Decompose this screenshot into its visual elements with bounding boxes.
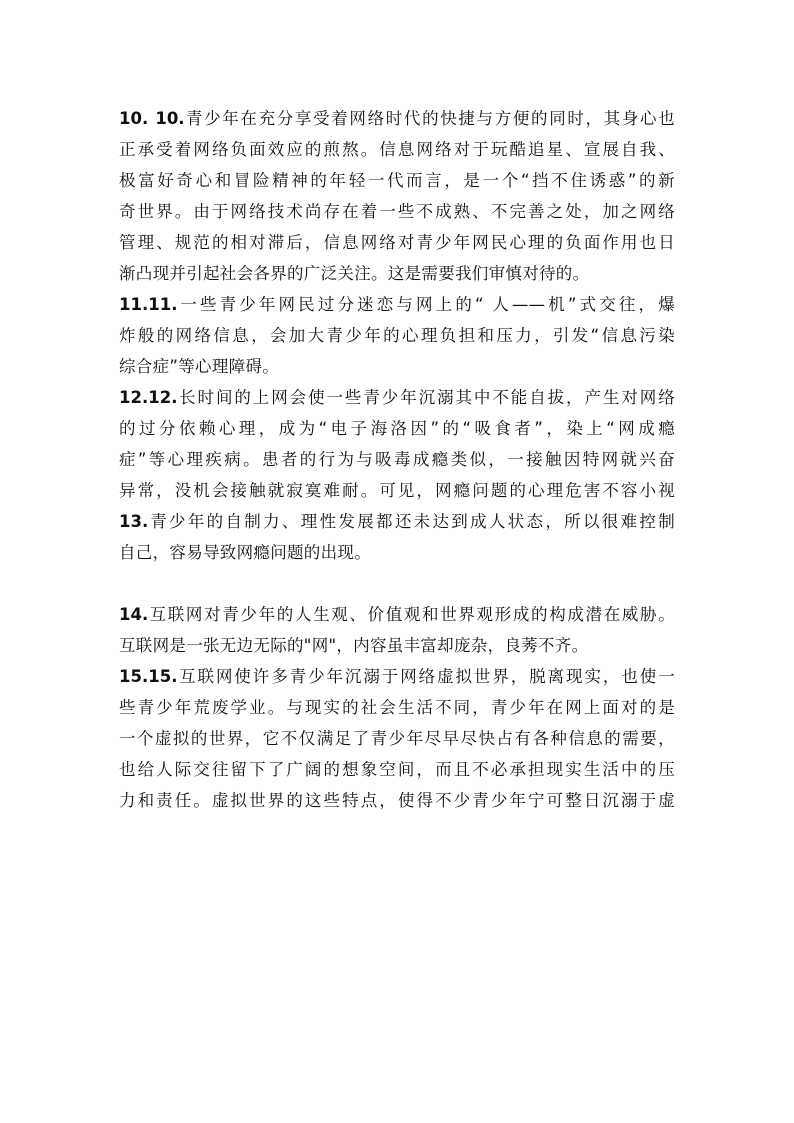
line-text: 自己，容易导致网瘾问题的出现。: [119, 543, 371, 562]
paragraph-10-line-1: [119, 103, 675, 134]
item-number: 10. 10.: [119, 109, 185, 128]
line-text: 极富好奇心和冒险精神的年轻一代而言，是一个“挡不住诱惑”的新: [119, 171, 675, 190]
line-text: 青少年在充分享受着网络时代的快捷与方便的同时，其身心也: [184, 109, 675, 128]
line-text: 互联网对青少年的人生观、价值观和世界观形成的构成潜在威胁。: [148, 605, 675, 624]
line-text: 些青少年荒废学业。与现实的社会生活不同，青少年在网上面对的是: [119, 698, 675, 717]
paragraph-11-line-1: [119, 289, 675, 320]
line-text: 症”等心理疾病。患者的行为与吸毒成瘾类似，一接触因特网就兴奋: [119, 450, 675, 469]
line-text: 互联网使许多青少年沉溺于网络虚拟世界，脱离现实，也使一: [177, 667, 675, 686]
line-text: 管理、规范的相对滞后，信息网络对青少年网民心理的负面作用也日: [119, 233, 675, 252]
paragraph-15-line-2: [119, 692, 675, 723]
paragraph-11-line-3: [119, 351, 675, 382]
paragraph-gap: [119, 568, 675, 599]
line-text: 互联网是一张无边无际的"网"，内容虽丰富却庞杂，良莠不齐。: [119, 636, 589, 655]
paragraph-15-line-1: [119, 661, 675, 692]
line-text: 渐凸现并引起社会各界的广泛关注。这是需要我们审慎对待的。: [119, 264, 590, 283]
paragraph-10-line-6: [119, 258, 675, 289]
item-number: 13.: [119, 512, 149, 531]
line-text: 的过分依赖心理，成为“电子海洛因”的“吸食者”，染上“网成瘾: [119, 419, 675, 438]
paragraph-12-line-2: [119, 413, 675, 444]
line-text: 炸般的网络信息，会加大青少年的心理负担和压力，引发“信息污染: [119, 326, 675, 345]
paragraph-13-line-2: [119, 537, 675, 568]
line-text: 一个虚拟的世界，它不仅满足了青少年尽早尽快占有各种信息的需要，: [119, 729, 675, 748]
paragraph-11-line-2: [119, 320, 675, 351]
paragraph-15-line-4: [119, 754, 675, 785]
paragraph-14-line-1: [119, 599, 675, 630]
item-number: 12.12.: [119, 388, 178, 407]
line-text: 一些青少年网民过分迷恋与网上的“ 人——机”式交往，爆: [177, 295, 675, 314]
paragraph-12-line-1: [119, 382, 675, 413]
item-number: 15.15.: [119, 667, 178, 686]
line-text: 也给人际交往留下了广阔的想象空间，而且不必承担现实生活中的压: [119, 760, 675, 779]
line-text: 奇世界。由于网络技术尚存在着一些不成熟、不完善之处，加之网络: [119, 202, 675, 221]
document-body: [119, 103, 675, 816]
paragraph-14-line-2: [119, 630, 675, 661]
paragraph-10-line-2: [119, 134, 675, 165]
paragraph-10-line-5: [119, 227, 675, 258]
item-number: 11.11.: [119, 295, 178, 314]
line-text: 青少年的自制力、理性发展都还未达到成人状态，所以很难控制: [148, 512, 675, 531]
paragraph-13-line-1: [119, 506, 675, 537]
line-text: 正承受着网络负面效应的煎熬。信息网络对于玩酷追星、宣展自我、: [119, 140, 675, 159]
paragraph-12-line-3: [119, 444, 675, 475]
line-text: 综合症”等心理障碍。: [119, 357, 280, 376]
line-text: 力和责任。虚拟世界的这些特点，使得不少青少年宁可整日沉溺于虚: [119, 791, 675, 810]
paragraph-12-line-4: [119, 475, 675, 506]
item-number: 14.: [119, 605, 149, 624]
paragraph-15-line-3: [119, 723, 675, 754]
paragraph-10-line-3: [119, 165, 675, 196]
line-text: 异常，没机会接触就寂寞难耐。可见，网瘾问题的心理危害不容小视: [119, 481, 675, 500]
paragraph-15-line-5: [119, 785, 675, 816]
paragraph-10-line-4: [119, 196, 675, 227]
line-text: 长时间的上网会使一些青少年沉溺其中不能自拔，产生对网络: [177, 388, 675, 407]
